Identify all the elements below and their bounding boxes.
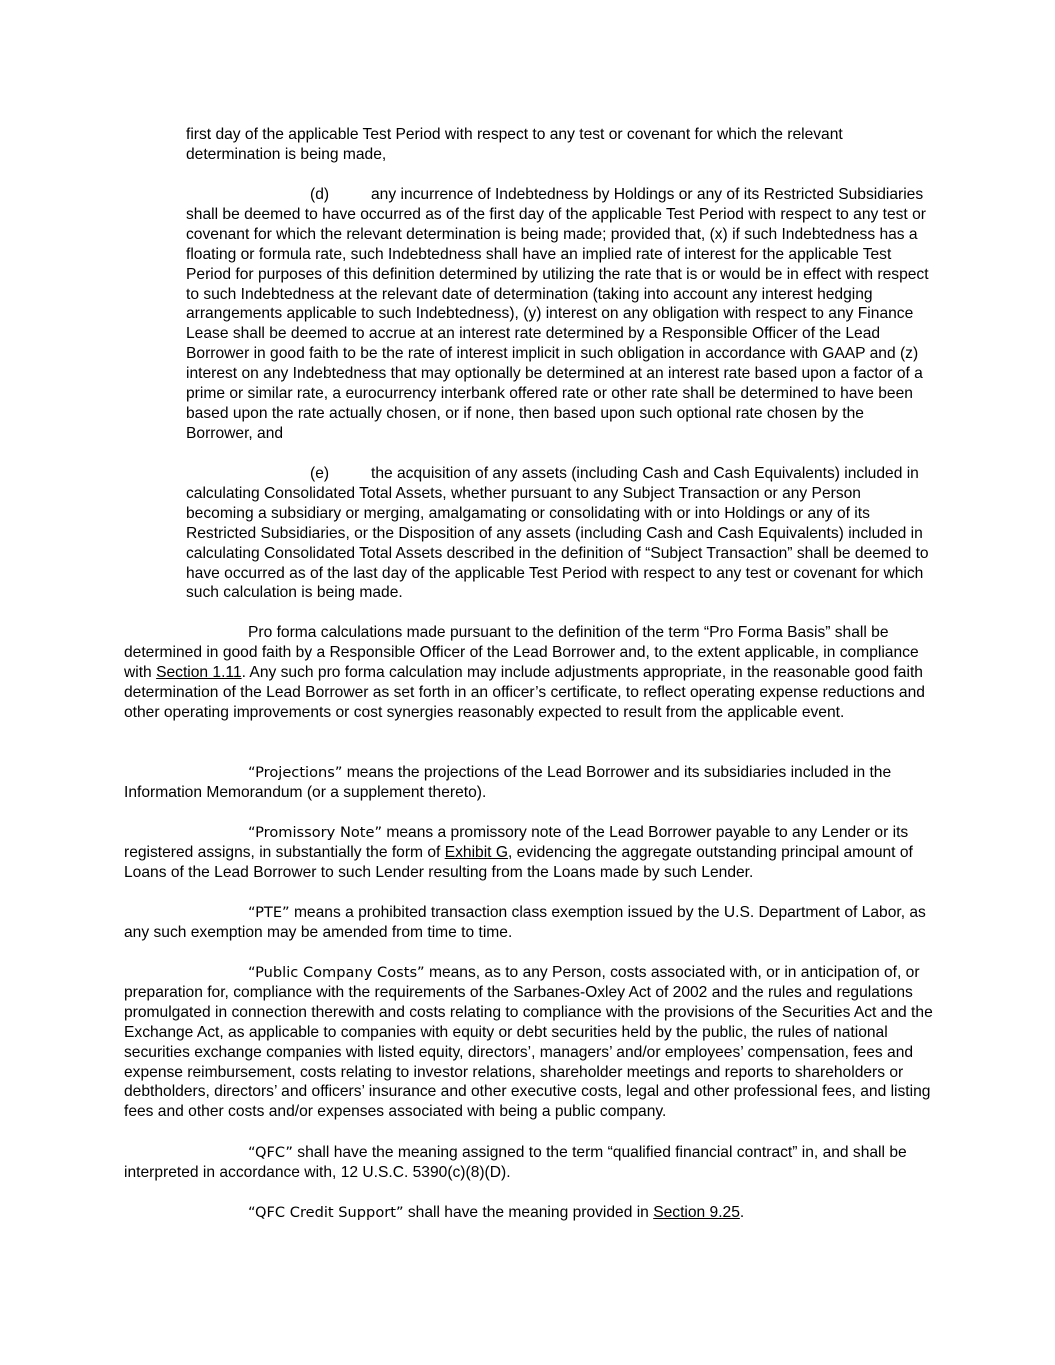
definition-qfc-credit-text-after: . [739, 1204, 745, 1221]
definition-qfc-text: shall have the meaning assigned to the term “qualified financial contract” in, and shall be interpreted in accordance with, 12 U.S.C. 5390(c)(8)(D). [124, 1144, 907, 1181]
section-1-11-link[interactable]: Section 1.11 [156, 663, 242, 681]
definition-public-company-costs [124, 963, 934, 1122]
definition-pte [124, 903, 934, 943]
definition-promissory-text-after: , evidencing the aggregate outstanding principal amount of Loans of the Lead Borrower to such Lender resulting from the Loans made by such Lender. [124, 843, 913, 881]
pro-forma-paragraph [124, 623, 934, 723]
definition-qfc [124, 1143, 934, 1183]
clause-e [186, 464, 931, 603]
defined-term-projections: “Projections” [248, 764, 343, 781]
defined-term-promissory-note: “Promissory Note” [248, 824, 383, 841]
defined-term-qfc: “QFC” [248, 1144, 293, 1161]
definition-promissory-text-before: means a promissory note of the Lead Borrower payable to any Lender or its registered assigns, in substantially the form of [124, 824, 909, 861]
definition-qfc-credit-support [124, 1203, 934, 1223]
definition-public-company-text: means, as to any Person, costs associated with, or in anticipation of, or preparation for, compliance with the requirements of the Sarbanes-Oxley Act of 2002 and the rules and regulations promulgated in connection therewith and costs relating to compliance with the provisions of the Securities Act and the Exchange Act, as applicable to companies with equity or debt securities held by the public, the rules of national securities exchange companies with listed equity, directors’, managers’ and/or employees’ compensation, fees and expense reimbursement, costs relating to investor relations, shareholder meetings and reports to shareholders or debtholders, directors’ and officers’ insurance and other executive costs, legal and other professional fees, and listing fees and other costs and/or expenses associated with being a public company. [124, 964, 933, 1121]
pro-forma-text-after: . Any such pro forma calculation may include adjustments appropriate, in the reasonable good faith determination of the Lead Borrower as set forth in an officer’s certificate, to reflect operating expense reductions and other operating improvements or cost synergies reasonably expected to result from the applicable event. [124, 663, 925, 721]
definition-projections [124, 763, 934, 803]
clause-d-text: any incurrence of Indebtedness by Holdings or any of its Restricted Subsidiaries shall be deemed to have occurred as of the first day of the applicable Test Period with respect to any test or covenant for which the relevant determination is being made; provided that, (x) if such Indebtedness has a floating or formula rate, such Indebtedness shall have an implied rate of interest for the applicable Test Period for purposes of this definition determined by utilizing the rate that is or would be in effect with respect to such Indebtedness at the relevant date of determination (taking into account any interest hedging arrangements applicable to such Indebtedness), (y) interest on any obligation with respect to any Finance Lease shall be deemed to accrue at an interest rate determined by a Responsible Officer of the Lead Borrower in good faith to be the rate of interest implicit in such obligation in accordance with GAAP and (z) interest on any Indebtedness that may optionally be determined at an interest rate based upon a factor of a prime or similar rate, a eurocurrency interbank offered rate or other rate shall be determined to have been based upon the rate actually chosen, or if none, then based upon such optional rate chosen by the Borrower, and [186, 186, 929, 442]
exhibit-g-link[interactable]: Exhibit G [444, 843, 508, 861]
definition-qfc-credit-text-before: shall have the meaning provided in [403, 1204, 654, 1221]
defined-term-public-company-costs: “Public Company Costs” [248, 964, 425, 981]
defined-term-qfc-credit-support: “QFC Credit Support” [248, 1204, 404, 1221]
definition-pte-text: means a prohibited transaction class exemption issued by the U.S. Department of Labor, as any such exemption may be amended from time to time. [124, 904, 926, 941]
clause-d [186, 185, 931, 444]
clause-d-marker: (d) [310, 186, 330, 203]
definition-projections-text: means the projections of the Lead Borrower and its subsidiaries included in the Information Memorandum (or a supplement thereto). [124, 764, 892, 801]
pro-forma-text-before: Pro forma calculations made pursuant to the definition of the term “Pro Forma Basis” shall be determined in good faith by a Responsible Officer of the Lead Borrower and, to the extent applicable, in compliance with [124, 624, 919, 681]
clause-c-text: first day of the applicable Test Period with respect to any test or covenant for which the relevant determination is being made, [186, 126, 843, 163]
clause-e-marker: (e) [310, 465, 330, 482]
clause-e-text: the acquisition of any assets (including Cash and Cash Equivalents) included in calculating Consolidated Total Assets, whether pursuant to any Subject Transaction or any Person becoming a subsidiary or merging, amalgamating or consolidating with or into Holdings or any of its Restricted Subsidiaries, or the Disposition of any assets (including Cash and Cash Equivalents) included in calculating Consolidated Total Assets described in the definition of “Subject Transaction” shall be deemed to have occurred as of the last day of the applicable Test Period with respect to any test or covenant for which such calculation is being made. [186, 465, 929, 602]
definition-promissory-note [124, 823, 934, 883]
defined-term-pte: “PTE” [248, 904, 290, 921]
clause-c-continuation [186, 125, 931, 165]
section-9-25-link[interactable]: Section 9.25 [653, 1204, 740, 1221]
